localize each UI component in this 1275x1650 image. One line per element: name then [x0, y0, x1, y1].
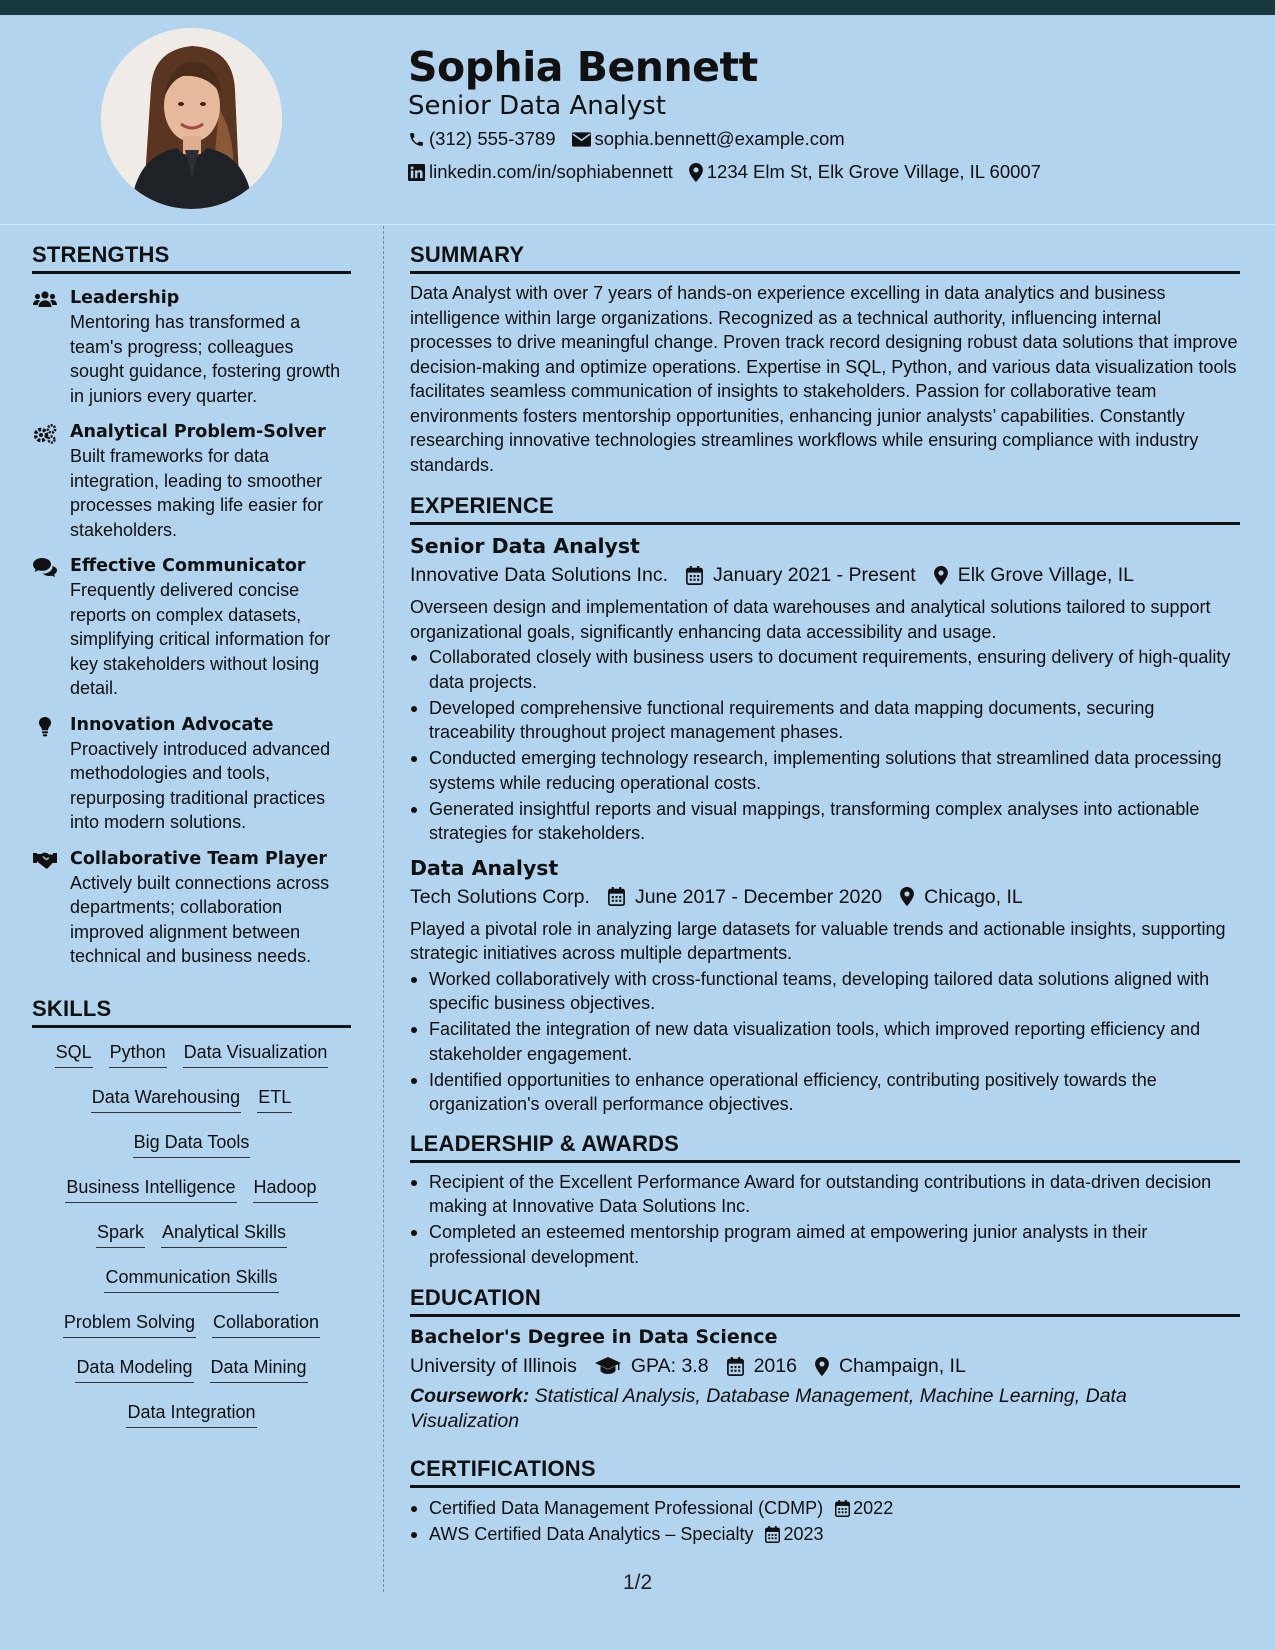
strength-description: Mentoring has transformed a team's progress; colleagues sought guidance, fostering growth in juniors every quarter. [70, 312, 341, 406]
job-location: Elk Grove Village, IL [957, 564, 1135, 586]
graduation-cap-icon [595, 1357, 621, 1375]
envelope-icon [572, 132, 591, 147]
strength-item [32, 554, 351, 701]
list-item: Generated insightful reports and visual mappings, transforming complex analyses into actionable strategies for stakeholders. [410, 797, 1240, 846]
resume-header [0, 15, 1275, 225]
phone-contact[interactable] [408, 123, 556, 155]
handshake-icon [32, 847, 70, 969]
skills-heading: SKILLS [32, 994, 351, 1028]
strength-description: Built frameworks for data integration, leading to smoother processes making life easier for stakeholders. [70, 446, 324, 540]
job-dates-wrap [608, 882, 882, 912]
list-item: Developed comprehensive functional requirements and data mapping documents, securing traceability throughout project management phases. [410, 696, 1240, 745]
skill-row [118, 1400, 264, 1445]
skill-tag: Collaboration [212, 1310, 320, 1338]
skill-tag: Analytical Skills [161, 1220, 287, 1248]
skill-row [67, 1355, 315, 1400]
strength-description: Actively built connections across departments; collaboration improved alignment between technical and business needs. [70, 872, 330, 966]
list-item: Completed an esteemed mentorship program aimed at empowering junior analysts in their professional development. [410, 1220, 1240, 1269]
right-column [410, 240, 1240, 1548]
job-entry [410, 854, 1240, 1117]
linkedin-icon [408, 164, 425, 181]
email-contact[interactable] [572, 123, 845, 155]
skill-tag: Data Mining [210, 1355, 308, 1383]
skill-tag: ETL [257, 1085, 292, 1113]
coursework-label: Coursework: [410, 1385, 530, 1407]
grad-year: 2016 [753, 1355, 797, 1377]
certification-year: 2022 [853, 1498, 894, 1518]
job-dates: January 2021 - Present [713, 564, 916, 586]
certification-name: Certified Data Management Professional (CDMP) [429, 1498, 824, 1518]
job-company: Tech Solutions Corp. [410, 885, 590, 908]
certifications-heading: CERTIFICATIONS [410, 1454, 1240, 1488]
skill-row [88, 1220, 295, 1265]
coursework [410, 1384, 1240, 1433]
job-description: Overseen design and implementation of data warehouses and analytical solutions tailored to support organizational goals, significantly enhancing data accessibility and usage. [410, 597, 1211, 642]
strength-name: Analytical Problem-Solver [70, 422, 326, 442]
gpa-wrap [595, 1351, 709, 1381]
skill-tag: Python [109, 1040, 167, 1068]
calendar-icon [765, 1526, 780, 1543]
contact-row-1 [408, 123, 1057, 155]
calendar-icon [835, 1500, 850, 1517]
candidate-title: Senior Data Analyst [408, 91, 666, 121]
leadership-list [410, 1170, 1240, 1270]
map-pin-icon [900, 887, 914, 906]
skill-row [57, 1175, 325, 1220]
job-entry [410, 532, 1240, 846]
job-location: Chicago, IL [924, 885, 1023, 908]
skill-tag: SQL [55, 1040, 93, 1068]
job-bullets [410, 967, 1240, 1117]
experience-heading: EXPERIENCE [410, 491, 1240, 525]
strength-item [32, 420, 351, 542]
list-item: Facilitated the integration of new data visualization tools, which improved reporting efficiency and stakeholder engagement. [410, 1017, 1240, 1066]
lightbulb-icon [32, 713, 70, 835]
header-text [408, 42, 1057, 188]
degree-name: Bachelor's Degree in Data Science [410, 1326, 778, 1348]
summary-text: Data Analyst with over 7 years of hands-on experience excelling in data analytics and business intelligence within large organizations. Recognized as a technical authority, influencing internal processes to drive meaningful change. Proven track record designing robust data solutions that improve decision-making and optimize operations. Expertise in SQL, Python, and various data visualization tools facilitates seamless communication of insights to stakeholders. Passion for collaborative team environments fosters mentorship opportunities, enhancing junior analysts’ capabilities. Constantly researching innovative technologies streamlines workflows while ensuring compliance with industry standards. [410, 283, 1238, 475]
job-bullets [410, 645, 1240, 846]
strength-name: Innovation Advocate [70, 714, 274, 735]
calendar-icon [686, 566, 703, 585]
strength-name: Leadership [70, 288, 180, 308]
strength-item [32, 713, 351, 835]
list-item [410, 1496, 1240, 1521]
skill-row [83, 1085, 300, 1130]
left-column [32, 240, 351, 1445]
top-accent-bar [0, 0, 1275, 15]
skill-tag: Business Intelligence [65, 1175, 236, 1203]
job-location-wrap [900, 882, 1023, 912]
address-contact [689, 156, 1041, 188]
map-pin-icon [689, 163, 703, 182]
users-icon [32, 286, 70, 408]
job-meta [410, 560, 1240, 590]
job-dates-wrap [686, 560, 916, 590]
school-location: Champaign, IL [838, 1355, 966, 1377]
skill-tag: Hadoop [253, 1175, 318, 1203]
school-location-wrap [815, 1351, 966, 1381]
calendar-icon [727, 1357, 744, 1376]
phone-number: (312) 555-3789 [429, 128, 556, 149]
comments-icon [32, 554, 70, 701]
strength-name: Effective Communicator [70, 556, 306, 576]
leadership-heading: LEADERSHIP & AWARDS [410, 1129, 1240, 1163]
certifications-list [410, 1496, 1240, 1547]
skill-tag: Data Visualization [183, 1040, 329, 1068]
strength-description: Proactively introduced advanced methodologies and tools, repurposing traditional practices into modern solutions. [70, 738, 331, 832]
strength-name: Collaborative Team Player [70, 848, 328, 869]
skills-list [32, 1040, 351, 1445]
skill-tag: Data Integration [126, 1400, 256, 1428]
list-item: Conducted emerging technology research, implementing solutions that streamlined data processing systems while reducing operational costs. [410, 746, 1240, 795]
calendar-icon [608, 887, 625, 906]
skill-tag: Spark [96, 1220, 145, 1248]
summary-heading: SUMMARY [410, 240, 1240, 274]
skill-tag: Big Data Tools [133, 1130, 251, 1158]
job-company: Innovative Data Solutions Inc. [410, 564, 668, 586]
job-dates: June 2017 - December 2020 [634, 885, 883, 908]
skill-row [55, 1310, 328, 1355]
email-address: sophia.bennett@example.com [594, 128, 845, 149]
street-address: 1234 Elm St, Elk Grove Village, IL 60007 [706, 161, 1041, 182]
skill-tag: Data Modeling [75, 1355, 193, 1383]
grad-year-wrap [727, 1351, 797, 1381]
page-number: 1/2 [623, 1571, 653, 1594]
skill-row [125, 1130, 259, 1175]
contact-row-2 [408, 156, 1057, 188]
candidate-name: Sophia Bennett [408, 43, 758, 91]
strength-description: Frequently delivered concise reports on complex datasets, simplifying critical information for key stakeholders without losing detail. [70, 580, 331, 698]
profile-photo [101, 28, 282, 209]
column-divider [383, 226, 384, 1592]
job-location-wrap [934, 560, 1134, 590]
skill-tag: Problem Solving [63, 1310, 196, 1338]
skill-row [96, 1265, 286, 1310]
list-item: Collaborated closely with business users to document requirements, ensuring delivery of high-quality data projects. [410, 645, 1240, 694]
list-item: Identified opportunities to enhance operational efficiency, contributing positively towards the organization's overall performance objectives. [410, 1068, 1240, 1117]
certification-line [429, 1496, 1240, 1521]
gpa-value: GPA: 3.8 [630, 1355, 709, 1377]
phone-icon [408, 131, 425, 148]
education-meta [410, 1351, 1240, 1381]
skill-row [47, 1040, 337, 1085]
linkedin-contact[interactable] [408, 156, 673, 188]
job-meta [410, 882, 1240, 912]
certification-line [429, 1522, 1240, 1547]
list-item: Recipient of the Excellent Performance Award for outstanding contributions in data-driven decision making at Innovative Data Solutions Inc. [410, 1170, 1240, 1219]
certification-year: 2023 [783, 1524, 824, 1544]
map-pin-icon [815, 1357, 829, 1376]
school-name: University of Illinois [410, 1355, 577, 1377]
list-item [410, 1522, 1240, 1547]
job-title: Data Analyst [410, 855, 559, 880]
job-description: Played a pivotal role in analyzing large datasets for valuable trends and actionable insights, supporting strategic initiatives across multiple departments. [410, 918, 1226, 963]
job-title: Senior Data Analyst [410, 534, 640, 558]
skill-tag: Communication Skills [104, 1265, 278, 1293]
skill-tag: Data Warehousing [91, 1085, 241, 1113]
certification-name: AWS Certified Data Analytics – Specialty [429, 1524, 754, 1544]
strengths-heading: STRENGTHS [32, 240, 351, 274]
strength-item [32, 286, 351, 408]
linkedin-url: linkedin.com/in/sophiabennett [429, 161, 673, 182]
map-pin-icon [934, 566, 948, 585]
list-item: Worked collaboratively with cross-functional teams, developing tailored data solutions aligned with specific business objectives. [410, 967, 1240, 1016]
strength-item [32, 847, 351, 969]
education-heading: EDUCATION [410, 1283, 1240, 1317]
coursework-list: Statistical Analysis, Database Management, Machine Learning, Data Visualization [410, 1385, 1127, 1432]
gears-icon [32, 420, 70, 542]
